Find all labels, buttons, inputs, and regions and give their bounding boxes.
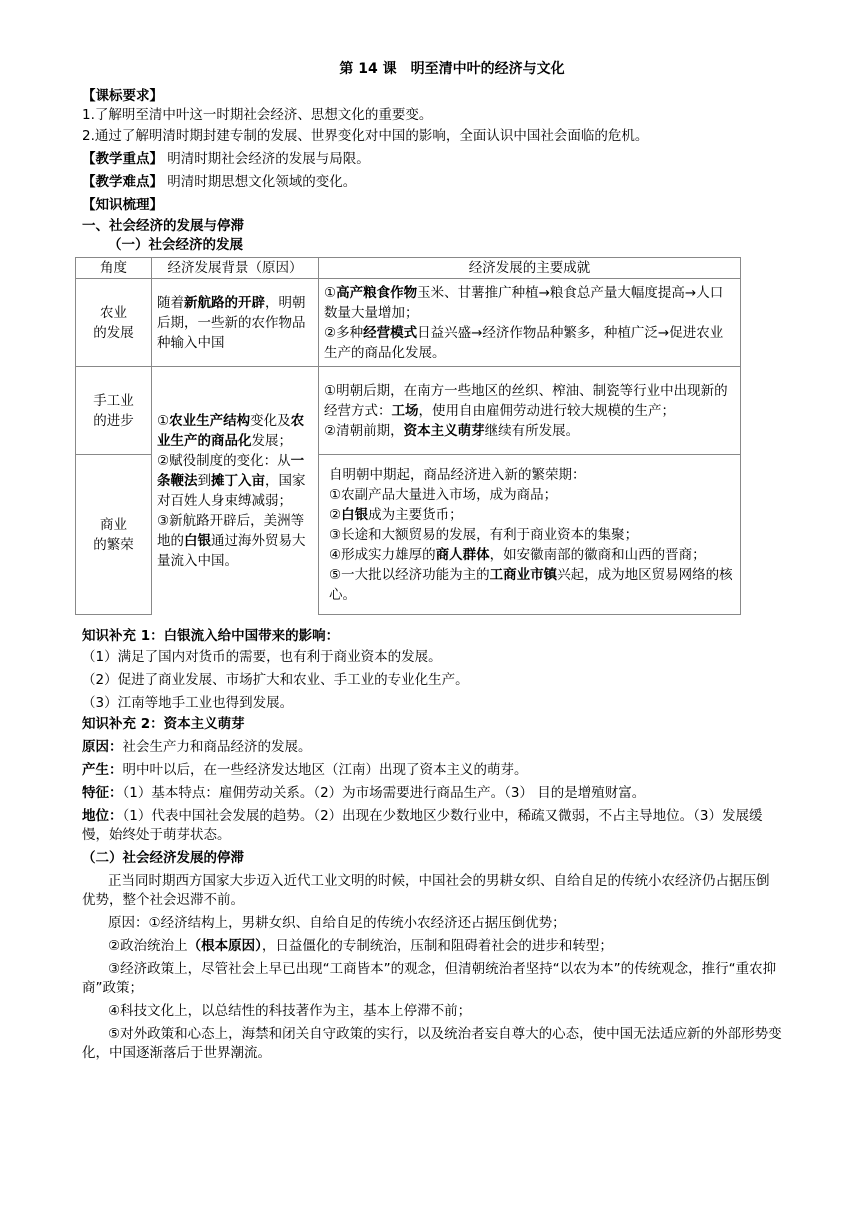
difficulty xyxy=(82,173,782,192)
reason-item: 原因：①经济结构上，男耕女织、自给自足的传统小农经济还占据压倒优势； xyxy=(108,915,566,931)
section-2-intro: 正当同时期西方国家大步迈入近代工业文明的时候，中国社会的男耕女织、自给自足的传统小农经济仍占据压倒优势，整个社会迟滞不前。 xyxy=(82,873,770,908)
list-item: ③长途和大额贸易的发展，有利于商业资本的集聚； xyxy=(329,526,639,543)
table-header-row xyxy=(76,258,741,279)
section-1-sub-title: （一）社会经济的发展 xyxy=(108,237,243,253)
achievement-cell xyxy=(319,367,741,455)
list-item: ②清朝前期，资本主义萌芽继续有所发展。 xyxy=(324,422,580,439)
achievement-cell xyxy=(319,455,741,615)
curriculum-item-1: 1.了解明至清中叶这一时期社会经济、思想文化的重要变。 xyxy=(82,107,433,123)
table-header-cell: 角度 xyxy=(76,258,152,279)
list-item: ②赋役制度的变化：从一条鞭法到摊丁入亩，国家对百姓人身束缚减弱； xyxy=(157,452,306,509)
list-item: （2）促进了商业发展、市场扩大和农业、手工业的专业化生产。 xyxy=(82,672,469,688)
difficulty-label: 【教学难点】 xyxy=(82,174,163,190)
key-point-label: 【教学重点】 xyxy=(82,151,163,167)
list-item: ①明朝后期，在南方一些地区的丝织、榨油、制瓷等行业中出现新的经营方式：工场，使用自由雇佣劳动进行较大规模的生产； xyxy=(324,382,728,419)
list-item: ①农副产品大量进入市场，成为商品； xyxy=(329,486,558,503)
page-title xyxy=(82,60,782,79)
cause-line: 原因：社会生产力和商品经济的发展。 xyxy=(82,739,312,755)
table-row xyxy=(76,279,741,367)
supplement-1-title: 知识补充 1：白银流入给中国带来的影响： xyxy=(82,628,340,644)
curriculum-item-2: 2.通过了解明清时期封建专制的发展、世界变化对中国的影响，全面认识中国社会面临的危机。 xyxy=(82,128,649,144)
feature-line: 特征：（1）基本特点：雇佣劳动关系。（2）为市场需要进行商品生产。（3） 目的是增殖财富。 xyxy=(82,785,646,801)
background-cell: 随着新航路的开辟，明朝后期，一些新的农作物品种输入中国 xyxy=(152,279,319,367)
list-item: （1）满足了国内对货币的需要，也有利于商业资本的发展。 xyxy=(82,649,442,665)
difficulty-text: 明清时期思想文化领域的变化。 xyxy=(167,174,357,190)
list-item: ②多种经营模式日益兴盛→经济作物品种繁多，种植广泛→促进农业生产的商品化发展。 xyxy=(324,324,724,361)
key-point xyxy=(82,150,782,169)
document-page xyxy=(82,60,782,1067)
reason-item: ②政治统治上（根本原因），日益僵化的专制统治，压制和阻碍着社会的进步和转型； xyxy=(108,938,613,954)
section-2-title: （二）社会经济发展的停滞 xyxy=(82,850,244,866)
status-line: 地位：（1）代表中国社会发展的趋势。（2）出现在少数地区少数行业中，稀疏又微弱，不占主导地位。（3）发展缓慢，始终处于萌芽状态。 xyxy=(82,808,763,843)
reason-item: ③经济政策上，尽管社会上早已出现“工商皆本”的观念，但清朝统治者坚持“以农为本”的传统观念，推行“重农抑商”政策； xyxy=(82,961,777,996)
section-1-title: 一、社会经济的发展与停滞 xyxy=(82,218,244,234)
table-header-cell: 经济发展的主要成就 xyxy=(319,258,741,279)
achievement-cell xyxy=(319,279,741,367)
list-item: ③新航路开辟后，美洲等地的白银通过海外贸易大量流入中国。 xyxy=(157,512,306,569)
table-header-cell: 经济发展背景（原因） xyxy=(152,258,319,279)
shared-background-cell xyxy=(152,367,319,615)
list-item: （3）江南等地手工业也得到发展。 xyxy=(82,695,294,711)
list-item: 自明朝中期起，商品经济进入新的繁荣期： xyxy=(329,466,586,483)
category-cell: 商业 的繁荣 xyxy=(76,455,152,615)
category-cell: 手工业 的进步 xyxy=(76,367,152,455)
knowledge-header: 【知识梳理】 xyxy=(82,197,163,213)
list-item: ①高产粮食作物玉米、甘薯推广种植→粮食总产量大幅度提高→人口数量大量增加； xyxy=(324,284,724,321)
category-cell: 农业 的发展 xyxy=(76,279,152,367)
origin-line: 产生：明中叶以后，在一些经济发达地区（江南）出现了资本主义的萌芽。 xyxy=(82,762,528,778)
reason-item: ④科技文化上，以总结性的科技著作为主，基本上停滞不前； xyxy=(108,1003,472,1019)
list-item: ②白银成为主要货币； xyxy=(329,506,463,523)
list-item: ⑤一大批以经济功能为主的工商业市镇兴起，成为地区贸易网络的核心。 xyxy=(329,566,733,603)
lesson-name: 明至清中叶的经济与文化 xyxy=(410,61,565,77)
list-item: ①农业生产结构变化及农业生产的商品化发展； xyxy=(157,412,305,449)
supplement-2-title: 知识补充 2：资本主义萌芽 xyxy=(82,716,245,732)
reason-item: ⑤对外政策和心态上，海禁和闭关自守政策的实行，以及统治者妄自尊大的心态，使中国无法适应新的外部形势变化，中国逐渐落后于世界潮流。 xyxy=(82,1026,782,1061)
table-row xyxy=(76,367,741,455)
economy-table xyxy=(75,257,741,615)
lesson-number: 第 14 课 xyxy=(339,61,397,77)
list-item: ④形成实力雄厚的商人群体，如安徽南部的徽商和山西的晋商； xyxy=(329,546,706,563)
key-point-text: 明清时期社会经济的发展与局限。 xyxy=(167,151,370,167)
curriculum-header: 【课标要求】 xyxy=(82,88,163,104)
